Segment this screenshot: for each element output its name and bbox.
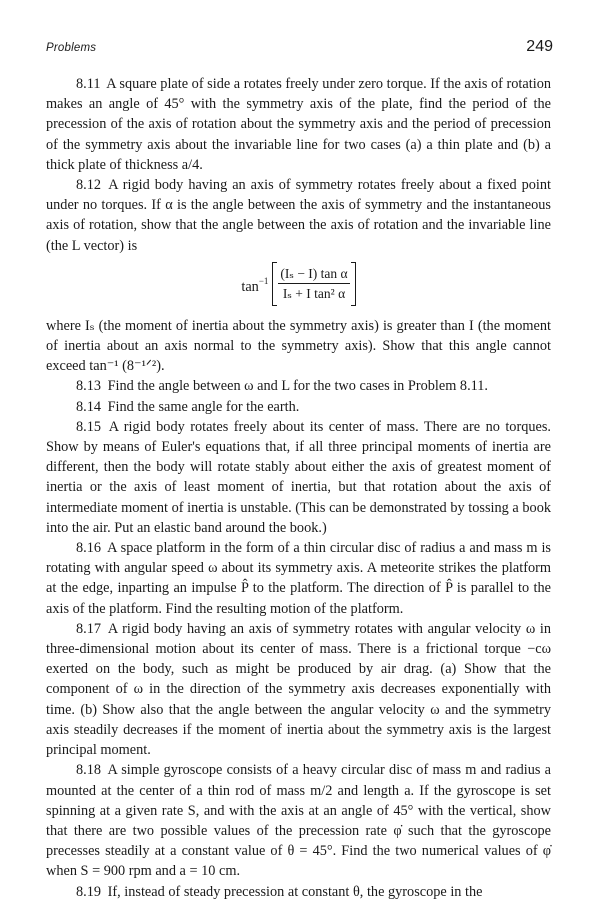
equation-function <box>241 271 268 297</box>
problem-text: A simple gyroscope consists of a heavy circular disc of mass m and radius a mounted at the center of a thin rod of mass m/2 and length a. If the gyroscope is set spinning at a given rate S, and with the axis at an angle of 45° with the vertical, show that there are two possible values of the precession rate φ̇ such that the gyroscope precesses steadily at a constant value of θ = 45°. Find the two numerical values of φ̇ when S = 900 rpm and a = 10 cm. <box>46 762 552 880</box>
equation-func-name: tan <box>241 278 259 295</box>
display-equation <box>46 258 551 310</box>
equation-denominator: Iₛ + I tan² α <box>282 286 346 302</box>
problem-8-12-continuation: where Iₛ (the moment of inertia about the symmetry axis) is greater than I (the moment of inertia about an axis normal to the symmetry axis). Show that this angle cannot exceed tan⁻¹ (8⁻¹ᐟ²). <box>46 317 551 375</box>
problem-8-18 <box>46 760 551 881</box>
problem-number: 8.15 <box>76 418 102 435</box>
running-head: Problems <box>46 42 97 54</box>
problem-8-11 <box>46 74 551 175</box>
problem-number: 8.19 <box>76 883 102 900</box>
problem-text: A square plate of side a rotates freely under zero torque. If the axis of rotation makes an angle of 45° with the symmetry axis of the plate, find the period of the precession of the axis of rotation about the symmetry axis and the period of precession of the symmetry axis about the invariable line for two cases (a) a thin plate and (b) a thick plate of thickness a/4. <box>46 76 551 173</box>
page-body <box>46 74 551 902</box>
equation-numerator: (Iₛ − I) tan α <box>278 265 349 284</box>
problem-8-19 <box>46 882 551 902</box>
equation-bracket <box>272 262 355 306</box>
problem-8-14 <box>46 397 551 417</box>
problem-text: Find the angle between ω and L for the two cases in Problem 8.11. <box>107 378 488 395</box>
problem-number: 8.13 <box>76 378 102 395</box>
equation-exponent: −1 <box>258 275 269 286</box>
problem-text: A rigid body rotates freely about its center of mass. There are no torques. Show by means of Euler's equations that, if all three principal moments of inertia are different, then the body will rotate stably about either the axis of greatest moment of inertia or the axis of least moment of inertia, but that rotation about the axis of intermediate moment of inertia is unstable. (This can be demonstrated by tossing a book into the air. Put an elastic band around the book.) <box>46 418 551 536</box>
page-header <box>46 38 553 56</box>
problem-text: A rigid body having an axis of symmetry rotates with angular velocity ω in three-dimensional motion about its center of mass. There is a frictional torque −cω exerted on the body, such as might be produced by air drag. (a) Show that the component of ω in the direction of the symmetry axis decreases exponentially with time. (b) Show also that the angle between the angular velocity ω and the symmetry axis steadily decreases if the moment of inertia about the symmetry axis is the largest principal moment. <box>46 620 551 759</box>
problem-8-13 <box>46 376 551 396</box>
problem-number: 8.18 <box>76 762 102 779</box>
problem-number: 8.17 <box>76 620 102 637</box>
problem-text: A rigid body having an axis of symmetry rotates freely about a fixed point under no torques. If α is the angle between the axis of symmetry and the instantaneous axis of rotation, show that the angle between the axis of rotation and the invariable line (the L vector) is <box>46 177 551 254</box>
problem-number: 8.12 <box>76 177 102 194</box>
problem-text: If, instead of steady precession at constant θ, the gyroscope in the <box>107 883 483 900</box>
equation-fraction <box>278 265 349 302</box>
problem-8-12 <box>46 175 551 256</box>
problem-text: Find the same angle for the earth. <box>107 398 300 415</box>
problem-number: 8.11 <box>76 76 101 92</box>
problem-8-17 <box>46 619 551 760</box>
problem-number: 8.14 <box>76 398 102 415</box>
problem-number: 8.16 <box>76 540 102 557</box>
problem-8-15 <box>46 417 551 538</box>
page-number: 249 <box>526 38 553 55</box>
problem-8-16 <box>46 538 551 619</box>
problem-text: A space platform in the form of a thin circular disc of radius a and mass m is rotating with angular speed ω about its symmetry axis. A meteorite strikes the platform at the edge, inparting an impulse P̂ to the platform. The direction of P̂ is parallel to the axis of the platform. Find the resulting motion of the platform. <box>46 540 551 617</box>
